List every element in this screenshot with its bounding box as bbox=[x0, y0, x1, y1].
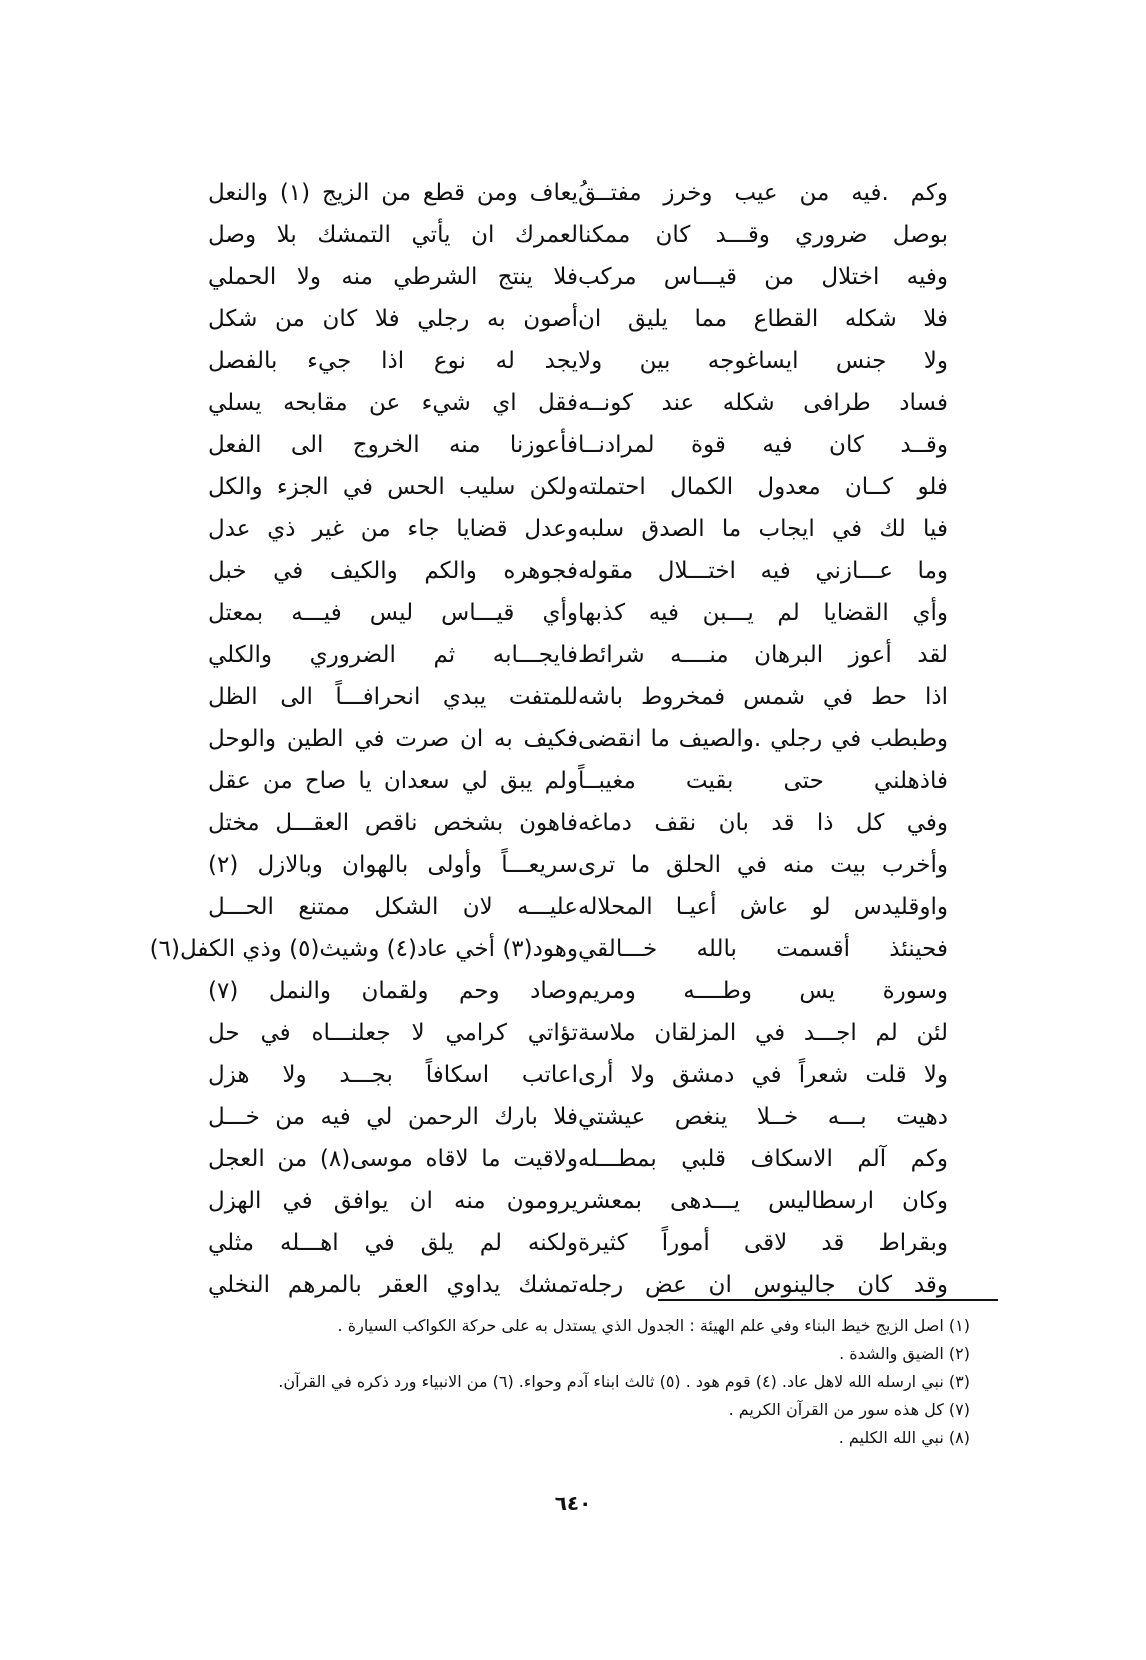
verse-line: فقل اي شيء عن مقابحه يسلي bbox=[208, 390, 578, 416]
verse-line: وكم آلم الاسكاف قلبي بمطـــله bbox=[578, 1146, 948, 1172]
footnote: (٢) الضيق والشدة . bbox=[839, 1344, 970, 1363]
verse-line: وصاد وحم ولقمان والنمل (٧) bbox=[208, 978, 578, 1004]
footnote: (٣) نبي ارسله الله لاهل عاد. (٤) قوم هود . (٥) ثالث ابناء آدم وحواء. (٦) من الانبياء ورد ذكره في القرآن. bbox=[278, 1372, 970, 1391]
verse-line: فلو كــان معدول الكمال احتملته bbox=[578, 474, 948, 500]
page-number: ٦٤٠ bbox=[554, 1491, 592, 1515]
verse-line: فايجـــابه ثم الضروري والكلي bbox=[208, 642, 578, 668]
verse-line: وكم .فيه من عيب وخرز مفتــق bbox=[578, 180, 948, 206]
verse-line: وما عـــازني فيه اختـــلال مقوله bbox=[578, 558, 948, 584]
footnotes bbox=[110, 1312, 970, 1452]
verse-line: عليـــه لان الشكل ممتنع الحـــل bbox=[208, 894, 578, 920]
footnote-divider bbox=[658, 1299, 998, 1301]
verse-line: فلا ينتج الشرطي منه ولا الحملي bbox=[208, 264, 578, 290]
verse-line: وفيه اختلال من قيـــاس مركب bbox=[578, 264, 948, 290]
verse-line: وكان ارسطاليس يـــدهى بمعشر bbox=[578, 1188, 948, 1214]
verse-line: اعاتب اسكافاً بجـــد ولا هزل bbox=[208, 1062, 578, 1088]
verse-line: يجد له نوع اذا جيء بالفصل bbox=[208, 348, 578, 374]
verse-line: تؤاتي كرامي لا جعلنـــاه في حل bbox=[208, 1020, 578, 1046]
verse-line: ولا قلت شعراً في دمشق ولا أرى bbox=[578, 1062, 948, 1088]
verse-line: وعدل قضايا جاء من غير ذي عدل bbox=[208, 516, 578, 542]
verse-line: وهود(٣) أخي عاد(٤) وشيث(٥) وذي الكفل(٦) bbox=[149, 936, 578, 962]
footnote: (٨) نبي الله الكليم . bbox=[838, 1428, 970, 1447]
verse-line: اذا حط في شمس فمخروط باشه bbox=[578, 684, 948, 710]
verse-line: لعمرك ان يأتي التمشك بلا وصل bbox=[208, 222, 578, 248]
verse-line: وقــد كان فيه قوة لمرادنــا bbox=[578, 432, 948, 458]
verse-line: فلا بارك الرحمن لي فيه من خـــل bbox=[208, 1104, 578, 1130]
verse-line: فأعوزنا منه الخروج الى الفعل bbox=[208, 432, 578, 458]
verse-line: فكيف به ان صرت في الطين والوحل bbox=[208, 726, 578, 752]
verse-line: وسورة يس وطــــه ومريم bbox=[578, 978, 948, 1004]
verse-line: فجوهره والكم والكيف في خبل bbox=[208, 558, 578, 584]
verse-line: وبقراط قد لاقى أموراً كثيرة bbox=[578, 1230, 948, 1256]
verse-line: ولاقيت ما لاقاه موسى(٨) من العجل bbox=[208, 1146, 579, 1172]
verse-line: وأي القضايا لم يـــبن فيه كذبها bbox=[578, 600, 948, 626]
verse-line: بوصل ضروري وقـــد كان ممكنا bbox=[578, 222, 948, 248]
poem-right-column bbox=[578, 172, 948, 1306]
verse-line: فاذهلني حتى بقيت مغيبــاً bbox=[578, 768, 948, 794]
verse-line: وطبطب في رجلي .والصيف ما انقضى bbox=[578, 726, 948, 752]
verse-line: فيا لك في ايجاب ما الصدق سلبه bbox=[578, 516, 948, 542]
verse-line: أصون به رجلي فلا كان من شكل bbox=[208, 306, 578, 332]
verse-line: ولكنه لم يلق في اهـــله مثلي bbox=[208, 1230, 578, 1256]
verse-line: فساد طرافى شكله عند كونــه bbox=[578, 390, 948, 416]
verse-line: ولكن سليب الحس في الجزء والكل bbox=[208, 474, 578, 500]
verse-line: واوقليدس لو عاش أعيـا المحلاله bbox=[578, 894, 948, 920]
verse-line: لئن لم اجـــد في المزلقان ملاسة bbox=[578, 1020, 948, 1046]
verse-line: ولم يبق لي سعدان يا صاح من عقل bbox=[208, 768, 578, 794]
verse-line: تمشك يداوي العقر بالمرهم النخلي bbox=[208, 1272, 578, 1298]
verse-line: يرومون منه ان يوافق في الهزل bbox=[208, 1188, 578, 1214]
verse-line: لقد أعوز البرهان منــــه شرائط bbox=[578, 642, 948, 668]
verse-line: وأي قيـــاس ليس فيـــه بمعتل bbox=[208, 600, 578, 626]
verse-line: ُيعاف ومن قطع من الزيج (١) والنعل bbox=[208, 180, 578, 206]
verse-line: سريعـــاً وأولى بالهوان وبالازل (٢) bbox=[208, 852, 578, 878]
verse-line: وأخرب بيت منه في الحلق ما ترى bbox=[578, 852, 948, 878]
verse-line: وقد كان جالينوس ان عض رجله bbox=[578, 1272, 948, 1298]
verse-line: دهيت بـــه خــلا ينغص عيشتي bbox=[578, 1104, 948, 1130]
verse-line: فاهون بشخص ناقص العقـــل مختل bbox=[208, 810, 578, 836]
verse-line: فحينئذ أقسمت بالله خـــالقي bbox=[578, 936, 948, 962]
footnote: (١) اصل الزيج خيط البناء وفي علم الهيئة : الجدول الذي يستدل به على حركة الكواكب السيارة . bbox=[337, 1316, 970, 1335]
footnote: (٧) كل هذه سور من القرآن الكريم . bbox=[728, 1400, 970, 1419]
verse-line: فلا شكله القطاع مما يليق ان bbox=[578, 306, 948, 332]
verse-line: ولا جنس ايساغوجه بين ولا bbox=[578, 348, 948, 374]
verse-line: وفي كل ذا قد بان نقف دماغه bbox=[578, 810, 948, 836]
verse-line: للمتفت يبدي انحرافـــاً الى الظل bbox=[208, 684, 578, 710]
poem-left-column bbox=[149, 172, 579, 1306]
